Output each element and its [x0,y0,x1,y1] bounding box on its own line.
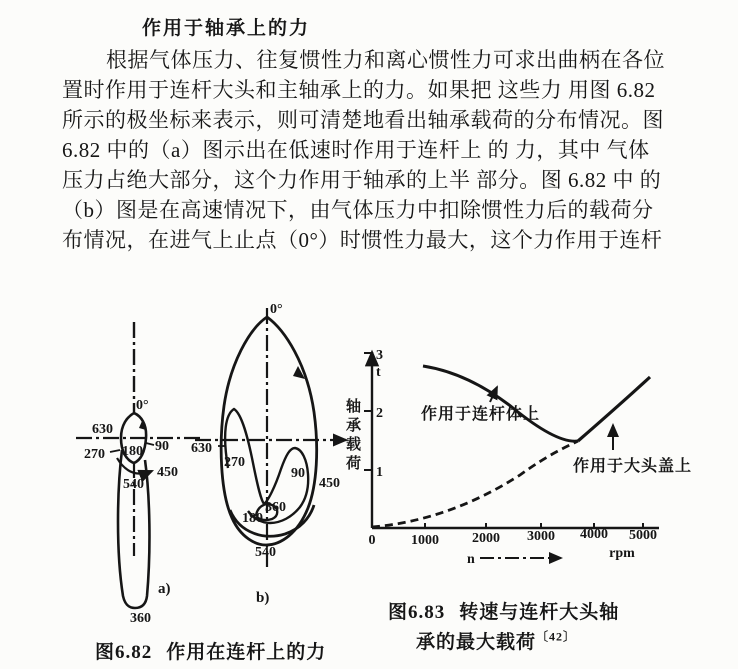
curve-big-end-cap-dashed [372,441,578,527]
paragraph-line: 布情况，在进气上止点（0°）时惯性力最大，这个力作用于连杆 [62,228,663,252]
x-tick-label-0: 0 [368,533,376,548]
figure-683-line-chart [333,340,698,575]
figure-683-caption-line2 [416,627,576,654]
y-unit-label: t [376,365,381,380]
subplot-b-label: b) [256,590,270,606]
subplot-a [76,322,202,626]
paragraph-line: 压力占绝大部分，这个力作用于轴承的上半 部分。图 6.82 中 的 [62,168,662,192]
x-tick-label-2000: 2000 [472,531,500,546]
a-angle-label-450: 450 [157,465,178,480]
a-angle-label-180: 180 [122,444,143,459]
paragraph-line: 置时作用于连杆大头和主轴承上的力。如果把 这些力 用图 6.82 [62,78,656,102]
a-angle-label-270: 270 [84,447,105,462]
a-angle-label-90: 90 [155,439,169,454]
b-angle-label-360: 360 [265,500,286,515]
subplot-b [191,302,346,606]
x-axis-variable-label: n [467,552,475,567]
b-angle-label-0: 0° [270,302,283,317]
y-tick-label-3: 3 [376,348,383,363]
rod-body-annotation: 作用于连杆体上 [421,406,541,423]
figure-682-caption [95,637,326,664]
b-angle-label-450: 450 [319,476,340,491]
figure-683-caption-reference: 〔42〕 [536,629,577,644]
b-angle-label-270: 270 [224,455,245,470]
body-paragraph [62,45,698,255]
figure-683-caption-text1: 转速与连杆大头轴 [459,602,620,623]
x-tick-label-3000: 3000 [527,529,555,544]
a-angle-label-360: 360 [130,611,151,626]
figure-683-caption-line1 [388,597,619,624]
a-270-tick [110,450,120,452]
x-unit-label: rpm [609,546,635,561]
y-axis-title: 轴承载荷 [344,398,360,474]
a-angle-label-630: 630 [92,422,113,437]
x-tick-label-1000: 1000 [411,533,439,548]
a-90-tick [146,443,154,445]
figure-682-polar-diagrams [60,300,360,635]
x-tick-label-5000: 5000 [629,528,657,543]
big-end-cap-annotation: 作用于大头盖上 [573,458,693,475]
curve-rod-body [423,366,578,441]
y-tick-label-1: 1 [376,465,383,480]
paragraph-line: （b）图是在高速情况下，由气体压力中扣除惯性力后的载荷分 [62,198,654,222]
paragraph-line: 根据气体压力、往复惯性力和离心惯性力可求出曲柄在各位 [106,48,665,72]
figure-683-caption-text2: 承的最大载荷 [416,632,537,653]
paragraph-line: 所示的极坐标来表示，则可清楚地看出轴承载荷的分布情况。图 [62,108,664,132]
subplot-a-label: a) [158,581,171,597]
b-angle-label-180: 180 [242,511,263,526]
a-angle-label-0: 0° [136,398,149,413]
b-angle-label-540: 540 [255,545,276,560]
figure-682-caption-number: 图6.82 [95,642,153,663]
paragraph-line: 6.82 中的（a）图示出在低速时作用于连杆上 的 力，其中 气体 [62,138,650,162]
a-angle-label-540: 540 [123,477,144,492]
b-angle-label-90: 90 [291,466,305,481]
b-angle-label-630: 630 [191,441,212,456]
page-title: 作用于轴承上的力 [142,18,311,39]
figure-682-caption-text: 作用在连杆上的力 [166,642,327,663]
x-tick-label-4000: 4000 [580,527,608,542]
y-tick-label-2: 2 [376,406,383,421]
figure-683-caption-number: 图6.83 [388,602,446,623]
